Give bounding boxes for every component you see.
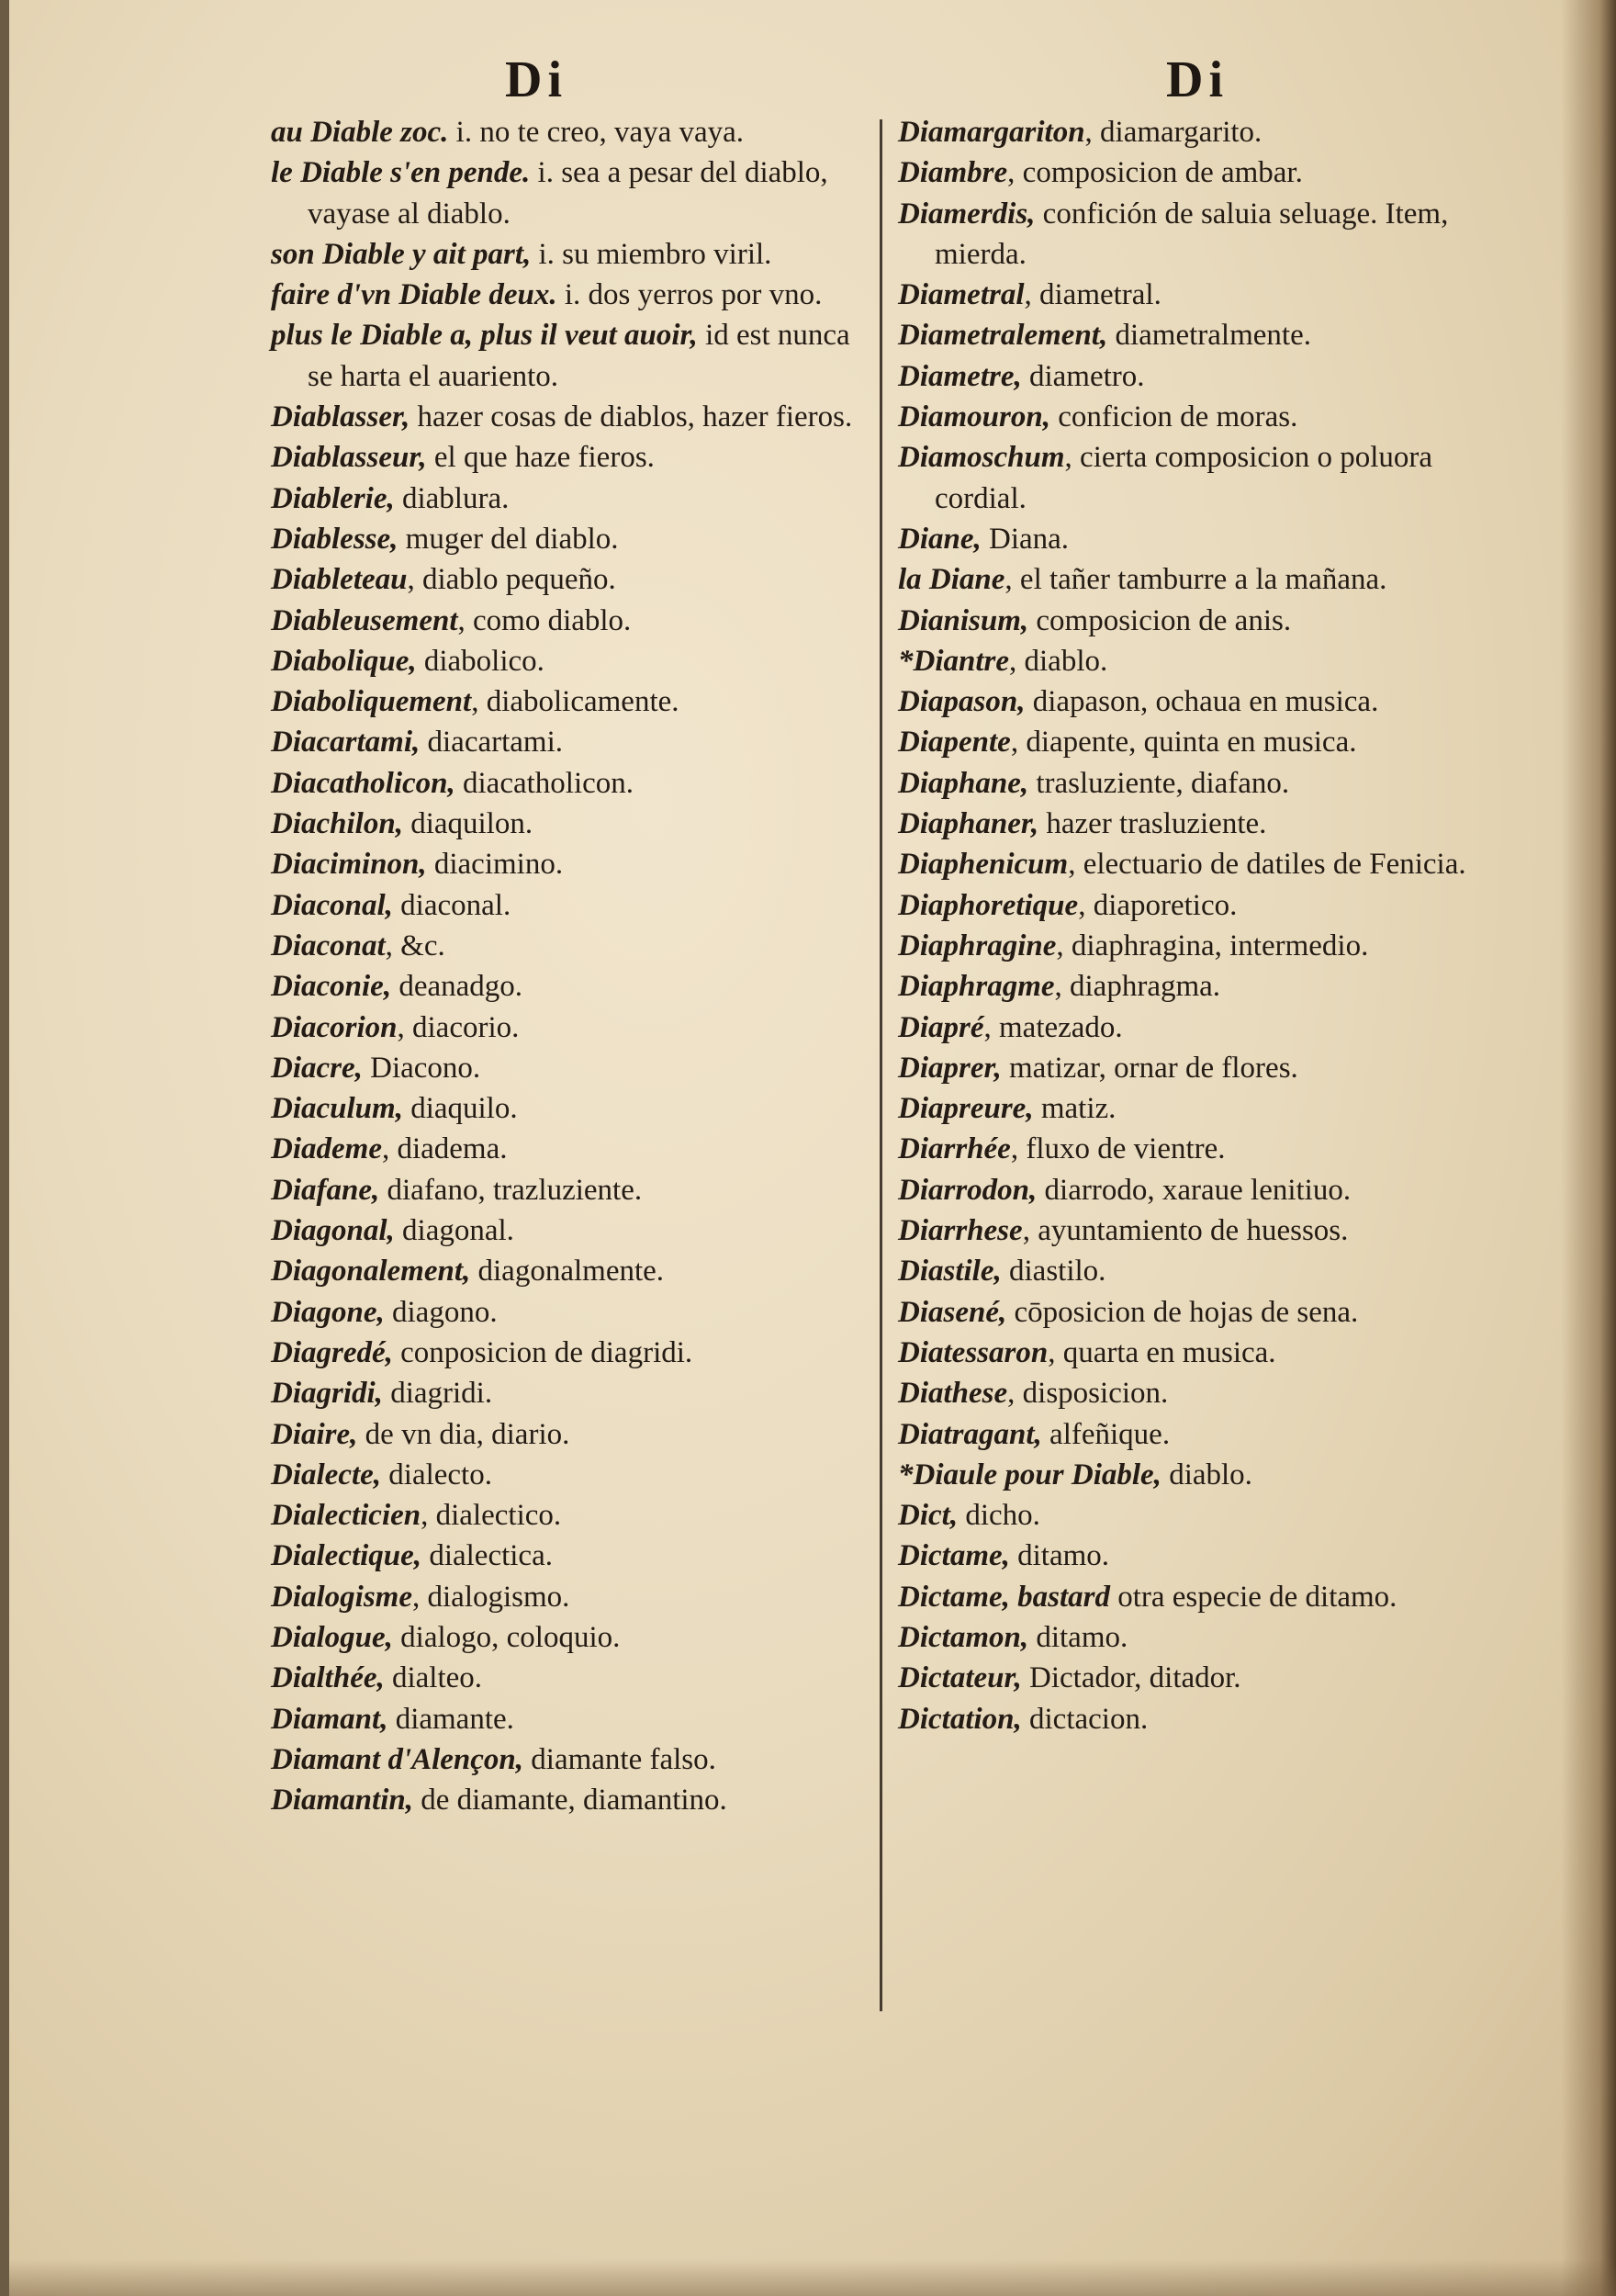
entry-headword: Diagonalement, bbox=[271, 1255, 471, 1289]
entry-definition: diagonal. bbox=[394, 1214, 514, 1248]
entry-headword: Diafane, bbox=[271, 1173, 380, 1207]
entry-headword: Diaciminon, bbox=[271, 848, 427, 882]
dictionary-entry bbox=[271, 1455, 858, 1495]
entry-headword: Dict, bbox=[898, 1499, 959, 1533]
entry-headword: Diapente bbox=[898, 726, 1011, 760]
entry-definition: , fluxo de vientre. bbox=[1010, 1132, 1226, 1166]
entry-definition: Dictador, ditador. bbox=[1021, 1661, 1241, 1695]
entry-definition: id est nunca se harta el auariento. bbox=[308, 319, 850, 393]
entry-headword: Diacre, bbox=[271, 1051, 363, 1085]
entry-definition: i. no te creo, vaya vaya. bbox=[448, 116, 745, 149]
entry-definition: diametralmente. bbox=[1107, 319, 1311, 353]
entry-headword: le Diable s'en pende. bbox=[271, 156, 531, 190]
entry-definition: conposicion de diagridi. bbox=[392, 1335, 693, 1369]
entry-headword: Dialecte, bbox=[271, 1458, 382, 1491]
entry-definition: hazer trasluziente. bbox=[1038, 807, 1267, 841]
entry-definition: el que haze fieros. bbox=[426, 441, 655, 475]
entry-definition: diablo. bbox=[1161, 1458, 1252, 1491]
entry-headword: Diaphragine bbox=[898, 929, 1057, 962]
entry-headword: son Diable y ait part, bbox=[271, 237, 532, 271]
entry-definition: diaquilo. bbox=[402, 1092, 518, 1126]
dictionary-entry bbox=[271, 1048, 858, 1088]
dictionary-entry bbox=[898, 437, 1486, 519]
entry-headword: plus le Diable a, plus il veut auoir, bbox=[271, 319, 698, 353]
entry-definition: , diablo. bbox=[1009, 644, 1108, 678]
dictionary-entry bbox=[271, 519, 858, 559]
dictionary-entry bbox=[898, 681, 1486, 722]
entry-definition: diacatholicon. bbox=[454, 766, 634, 800]
entry-definition: diastilo. bbox=[1001, 1255, 1106, 1289]
dictionary-entry bbox=[898, 926, 1486, 966]
entry-headword: Dianisum, bbox=[898, 603, 1029, 637]
entry-headword: Diametral bbox=[898, 278, 1025, 312]
dictionary-entry bbox=[898, 1495, 1486, 1536]
dictionary-entry bbox=[898, 1617, 1486, 1658]
entry-headword: Dictation, bbox=[898, 1702, 1022, 1736]
dictionary-entry bbox=[898, 559, 1486, 600]
entry-definition: , diapente, quinta en musica. bbox=[1010, 726, 1357, 760]
entry-definition: Diana. bbox=[981, 522, 1070, 556]
dictionary-entry bbox=[898, 1210, 1486, 1251]
entry-definition: matizar, ornar de flores. bbox=[1001, 1051, 1298, 1085]
entry-headword: Diamant d'Alençon, bbox=[271, 1742, 524, 1776]
entry-headword: au Diable zoc. bbox=[271, 116, 449, 149]
entry-definition: diacimino. bbox=[426, 848, 564, 882]
entry-definition: dialecto. bbox=[381, 1458, 492, 1491]
entry-headword: la Diane bbox=[898, 563, 1005, 597]
entry-definition: , diametral. bbox=[1024, 278, 1162, 312]
dictionary-entry bbox=[271, 804, 858, 844]
entry-headword: Diapreure, bbox=[898, 1092, 1034, 1126]
entry-definition: composicion de anis. bbox=[1028, 603, 1292, 637]
entry-definition: dialectica. bbox=[421, 1539, 553, 1573]
entry-headword: Diaire, bbox=[271, 1417, 358, 1451]
entry-definition: diapason, ochaua en musica. bbox=[1025, 685, 1379, 719]
right-column bbox=[898, 112, 1486, 1739]
dictionary-entry bbox=[898, 1658, 1486, 1698]
entry-headword: *Diantre bbox=[898, 644, 1010, 678]
entry-headword: Diaconat bbox=[271, 929, 386, 962]
dictionary-entry bbox=[271, 1088, 858, 1129]
entry-definition: , matezado. bbox=[983, 1010, 1123, 1044]
entry-definition: , cierta composicion o poluora cordial. bbox=[935, 441, 1433, 515]
dictionary-entry bbox=[898, 1455, 1486, 1495]
entry-definition: i. dos yerros por vno. bbox=[556, 278, 823, 312]
entry-definition: dicho. bbox=[958, 1499, 1040, 1533]
dictionary-entry bbox=[898, 722, 1486, 762]
dictionary-entry bbox=[898, 1536, 1486, 1576]
entry-definition: , como diablo. bbox=[457, 603, 632, 637]
dictionary-entry bbox=[898, 1129, 1486, 1169]
entry-definition: Diacono. bbox=[362, 1051, 481, 1085]
dictionary-entry bbox=[898, 1373, 1486, 1413]
entry-definition: diafano, trazluziente. bbox=[379, 1173, 643, 1207]
entry-definition: hazer cosas de diablos, hazer fieros. bbox=[410, 400, 853, 434]
entry-headword: Diaboliquement bbox=[271, 685, 472, 719]
entry-definition: diametro. bbox=[1021, 359, 1145, 393]
dictionary-entry bbox=[898, 844, 1486, 884]
dictionary-entry bbox=[271, 397, 858, 437]
entry-headword: Diacatholicon, bbox=[271, 766, 455, 800]
dictionary-entry bbox=[271, 1251, 858, 1291]
entry-definition: , diaphragma. bbox=[1054, 970, 1221, 1004]
entry-headword: Diasené, bbox=[898, 1295, 1007, 1329]
entry-definition: diamante. bbox=[387, 1702, 514, 1736]
dictionary-entry bbox=[271, 1577, 858, 1617]
entry-headword: Diatessaron bbox=[898, 1335, 1049, 1369]
entry-headword: Diagredé, bbox=[271, 1335, 393, 1369]
entry-definition: , diamargarito. bbox=[1084, 116, 1262, 149]
dictionary-entry bbox=[898, 885, 1486, 926]
entry-headword: Dialthée, bbox=[271, 1661, 385, 1695]
entry-headword: Dialogue, bbox=[271, 1620, 393, 1654]
entry-headword: Diarrodon, bbox=[898, 1173, 1038, 1207]
dictionary-entry bbox=[898, 1577, 1486, 1617]
dictionary-entry bbox=[271, 681, 858, 722]
dictionary-entry bbox=[898, 397, 1486, 437]
dictionary-entry bbox=[271, 1007, 858, 1048]
dictionary-entry bbox=[271, 1333, 858, 1373]
dictionary-entry bbox=[898, 1699, 1486, 1739]
entry-headword: Diaphane, bbox=[898, 766, 1029, 800]
entry-headword: Diamargariton bbox=[898, 116, 1085, 149]
entry-definition: , diacorio. bbox=[397, 1010, 520, 1044]
entry-headword: Diamantin, bbox=[271, 1784, 413, 1818]
dictionary-entry bbox=[898, 1088, 1486, 1129]
entry-definition: muger del diablo. bbox=[398, 522, 619, 556]
entry-headword: Diathese bbox=[898, 1377, 1008, 1411]
entry-definition: i. sea a pesar del diablo, vayase al diablo. bbox=[308, 156, 828, 231]
entry-definition: diaquilon. bbox=[402, 807, 533, 841]
dictionary-entry bbox=[898, 1292, 1486, 1333]
entry-definition: dialogo, coloquio. bbox=[392, 1620, 621, 1654]
entry-headword: Diacartami, bbox=[271, 726, 421, 760]
entry-headword: Diachilon, bbox=[271, 807, 403, 841]
dictionary-entry bbox=[271, 641, 858, 681]
left-column bbox=[271, 112, 858, 1820]
dictionary-entry bbox=[271, 1414, 858, 1455]
dictionary-entry bbox=[898, 1048, 1486, 1088]
dictionary-entry bbox=[271, 601, 858, 641]
entry-definition: trasluziente, diafano. bbox=[1028, 766, 1290, 800]
dictionary-entry bbox=[271, 234, 858, 275]
column-rule bbox=[880, 119, 882, 2011]
dictionary-entry bbox=[898, 356, 1486, 397]
entry-definition: i. su miembro viril. bbox=[531, 237, 772, 271]
entry-headword: Diambre bbox=[898, 156, 1008, 190]
entry-headword: faire d'vn Diable deux. bbox=[271, 278, 557, 312]
dictionary-entry bbox=[271, 1658, 858, 1698]
entry-headword: Diabolique, bbox=[271, 644, 417, 678]
dictionary-entry bbox=[271, 1617, 858, 1658]
dictionary-entry bbox=[898, 1251, 1486, 1291]
entry-headword: Diableusement bbox=[271, 603, 458, 637]
entry-headword: Diapason, bbox=[898, 685, 1026, 719]
entry-headword: Dialogisme bbox=[271, 1580, 412, 1614]
dictionary-entry bbox=[271, 315, 858, 397]
entry-definition: dialteo. bbox=[384, 1661, 483, 1695]
dictionary-entry bbox=[271, 478, 858, 519]
entry-headword: *Diaule pour Diable, bbox=[898, 1458, 1162, 1491]
entry-definition: diabolico. bbox=[416, 644, 544, 678]
entry-headword: Diarrhée bbox=[898, 1132, 1011, 1166]
entry-headword: Diademe bbox=[271, 1132, 382, 1166]
entry-definition: , dialectico. bbox=[421, 1499, 562, 1533]
entry-headword: Dialecticien bbox=[271, 1499, 421, 1533]
entry-headword: Diamerdis, bbox=[898, 197, 1036, 231]
dictionary-entry bbox=[898, 275, 1486, 315]
dictionary-entry bbox=[271, 152, 858, 234]
dictionary-entry bbox=[271, 844, 858, 884]
dictionary-entry bbox=[271, 1129, 858, 1169]
dictionary-entry bbox=[271, 722, 858, 762]
entry-headword: Diagridi, bbox=[271, 1377, 383, 1411]
dictionary-entry bbox=[271, 926, 858, 966]
entry-headword: Diametralement, bbox=[898, 319, 1108, 353]
dictionary-entry bbox=[898, 763, 1486, 804]
entry-headword: Diagonal, bbox=[271, 1214, 395, 1248]
entry-definition: de vn dia, diario. bbox=[357, 1417, 570, 1451]
dictionary-entry bbox=[271, 1739, 858, 1780]
entry-definition: dictacion. bbox=[1021, 1702, 1149, 1736]
entry-definition: , composicion de ambar. bbox=[1007, 156, 1303, 190]
dictionary-entry bbox=[898, 804, 1486, 844]
dictionary-entry bbox=[271, 275, 858, 315]
dictionary-entry bbox=[898, 519, 1486, 559]
entry-definition: , &c. bbox=[385, 929, 445, 962]
dictionary-entry bbox=[271, 1170, 858, 1210]
dictionary-entry bbox=[271, 1292, 858, 1333]
dictionary-entry bbox=[271, 1536, 858, 1576]
entry-definition: diaconal. bbox=[392, 888, 511, 922]
dictionary-entry bbox=[898, 1414, 1486, 1455]
entry-headword: Dictamon, bbox=[898, 1620, 1029, 1654]
entry-headword: Diaphragme bbox=[898, 970, 1055, 1004]
entry-headword: Dictame, bastard bbox=[898, 1580, 1110, 1614]
entry-definition: diagridi. bbox=[382, 1377, 493, 1411]
entry-headword: Diametre, bbox=[898, 359, 1022, 393]
entry-definition: , diaporetico. bbox=[1078, 888, 1238, 922]
entry-definition: deanadgo. bbox=[391, 970, 523, 1004]
entry-headword: Diableteau bbox=[271, 563, 408, 597]
entry-definition: , diablo pequeño. bbox=[407, 563, 616, 597]
dictionary-entry bbox=[898, 1007, 1486, 1048]
entry-definition: diablura. bbox=[394, 481, 510, 515]
dictionary-entry bbox=[898, 112, 1486, 152]
dictionary-entry bbox=[898, 641, 1486, 681]
dictionary-entry bbox=[898, 152, 1486, 193]
entry-headword: Diastile, bbox=[898, 1255, 1002, 1289]
entry-headword: Diaphaner, bbox=[898, 807, 1039, 841]
entry-definition: ditamo. bbox=[1009, 1539, 1110, 1573]
dictionary-entry bbox=[271, 1210, 858, 1251]
dictionary-entry bbox=[898, 601, 1486, 641]
entry-definition: confición de saluia seluage. Item, mierda. bbox=[935, 197, 1449, 271]
dictionary-entry bbox=[271, 885, 858, 926]
dictionary-entry bbox=[271, 1780, 858, 1820]
entry-definition: , diadema. bbox=[381, 1132, 508, 1166]
entry-definition: diamante falso. bbox=[523, 1742, 716, 1776]
entry-definition: otra especie de ditamo. bbox=[1109, 1580, 1397, 1614]
left-running-head: Di bbox=[505, 51, 567, 108]
entry-headword: Diamoschum bbox=[898, 441, 1065, 475]
entry-headword: Diaphenicum bbox=[898, 848, 1069, 882]
entry-definition: ditamo. bbox=[1028, 1620, 1128, 1654]
entry-definition: , dialogismo. bbox=[412, 1580, 570, 1614]
entry-headword: Diarrhese bbox=[898, 1214, 1023, 1248]
dictionary-entry bbox=[271, 112, 858, 152]
dictionary-entry bbox=[271, 559, 858, 600]
right-running-head: Di bbox=[1166, 51, 1229, 108]
dictionary-entry bbox=[898, 315, 1486, 355]
entry-definition: , quarta en musica. bbox=[1048, 1335, 1276, 1369]
dictionary-entry bbox=[271, 1699, 858, 1739]
entry-definition: diagono. bbox=[384, 1295, 498, 1329]
entry-definition: alfeñique. bbox=[1041, 1417, 1171, 1451]
dictionary-entry bbox=[898, 966, 1486, 1007]
entry-definition: cōposicion de hojas de sena. bbox=[1006, 1295, 1359, 1329]
entry-headword: Diamouron, bbox=[898, 400, 1050, 434]
entry-definition: matiz. bbox=[1033, 1092, 1117, 1126]
entry-headword: Diaconie, bbox=[271, 970, 392, 1004]
entry-definition: , diaphragina, intermedio. bbox=[1056, 929, 1369, 962]
entry-headword: Diablesse, bbox=[271, 522, 398, 556]
entry-headword: Dialectique, bbox=[271, 1539, 422, 1573]
entry-headword: Diatragant, bbox=[898, 1417, 1042, 1451]
entry-definition: , disposicion. bbox=[1007, 1377, 1169, 1411]
entry-headword: Diaphoretique bbox=[898, 888, 1079, 922]
dictionary-entry bbox=[271, 763, 858, 804]
entry-headword: Diamant, bbox=[271, 1702, 388, 1736]
entry-definition: , ayuntamiento de huessos. bbox=[1022, 1214, 1349, 1248]
entry-headword: Dictateur, bbox=[898, 1661, 1022, 1695]
entry-definition: de diamante, diamantino. bbox=[412, 1784, 727, 1818]
entry-headword: Diane, bbox=[898, 522, 982, 556]
page-bottom-shadow bbox=[9, 2259, 1616, 2296]
entry-headword: Dictame, bbox=[898, 1539, 1010, 1573]
entry-headword: Diacorion bbox=[271, 1010, 398, 1044]
entry-headword: Diablasseur, bbox=[271, 441, 427, 475]
entry-definition: , diabolicamente. bbox=[471, 685, 679, 719]
dictionary-entry bbox=[898, 194, 1486, 276]
dictionary-page bbox=[9, 0, 1616, 2296]
dictionary-entry bbox=[898, 1170, 1486, 1210]
entry-definition: , el tañer tamburre a la mañana. bbox=[1004, 563, 1387, 597]
entry-headword: Diaculum, bbox=[271, 1092, 403, 1126]
entry-definition: , electuario de datiles de Fenicia. bbox=[1068, 848, 1466, 882]
entry-definition: diagonalmente. bbox=[470, 1255, 665, 1289]
entry-headword: Diablasser, bbox=[271, 400, 410, 434]
dictionary-entry bbox=[271, 437, 858, 478]
entry-headword: Diaconal, bbox=[271, 888, 393, 922]
page-edge-shadow bbox=[1561, 0, 1616, 2296]
entry-headword: Diablerie, bbox=[271, 481, 395, 515]
entry-headword: Diagone, bbox=[271, 1295, 385, 1329]
entry-headword: Diaprer, bbox=[898, 1051, 1002, 1085]
dictionary-entry bbox=[898, 1333, 1486, 1373]
entry-headword: Diapré bbox=[898, 1010, 984, 1044]
entry-definition: diarrodo, xaraue lenitiuo. bbox=[1037, 1173, 1352, 1207]
dictionary-entry bbox=[271, 966, 858, 1007]
entry-definition: diacartami. bbox=[420, 726, 564, 760]
dictionary-entry bbox=[271, 1373, 858, 1413]
dictionary-entry bbox=[271, 1495, 858, 1536]
entry-definition: conficion de moras. bbox=[1049, 400, 1298, 434]
